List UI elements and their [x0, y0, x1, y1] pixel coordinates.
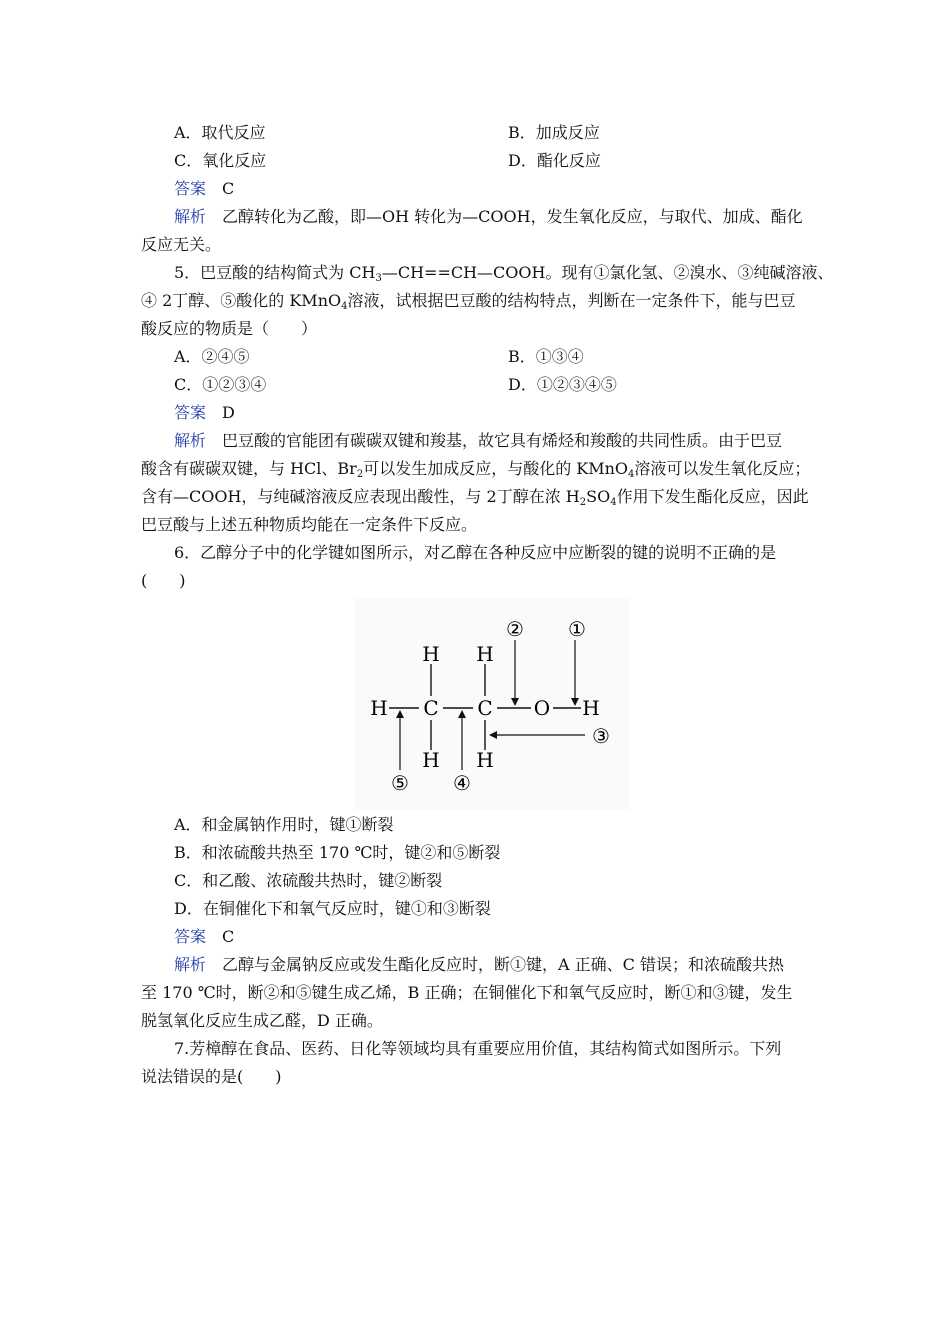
label-bond-4: ④	[453, 771, 471, 795]
subscript: 3	[375, 273, 382, 284]
atom-c1-h-top: H	[422, 642, 440, 666]
q6-option-d: D．在铜催化下和氧气反应时，键①和③断裂	[174, 899, 491, 918]
atom-h-hydroxyl: H	[582, 696, 600, 720]
q6-analysis-line-3: 脱氢氧化反应生成乙醛，D 正确。	[141, 1011, 383, 1030]
q6-option-b: B．和浓硫酸共热至 170 ℃时，键②和⑤断裂	[174, 843, 501, 862]
label-bond-3: ③	[592, 724, 610, 748]
subscript: 4	[341, 301, 348, 312]
answer-value: C	[222, 927, 235, 946]
analysis-text: SO	[586, 487, 611, 506]
q5-option-a: A．②④⑤	[174, 347, 250, 366]
subscript: 2	[579, 497, 587, 508]
ethanol-structure-svg	[355, 598, 629, 810]
q4-option-d: D．酯化反应	[508, 151, 601, 170]
analysis-text: 溶液可以发生氧化反应；	[634, 459, 811, 478]
q6-stem-line-2: ( )	[141, 571, 186, 590]
atom-c2-h-bottom: H	[476, 748, 494, 772]
label-bond-5: ⑤	[391, 771, 409, 795]
q6-analysis-line-1	[174, 955, 784, 975]
answer-value: D	[222, 403, 235, 422]
atom-c1: C	[423, 696, 439, 720]
q5-analysis-line-2	[141, 459, 810, 479]
analysis-label: 解析	[174, 207, 207, 226]
analysis-text: 可以发生加成反应，与酸化的 KMnO	[363, 459, 629, 478]
answer-label: 答案	[174, 403, 207, 422]
analysis-text: 乙醇与金属钠反应或发生酯化反应时，断①键，A 正确、C 错误；和浓硫酸共热	[222, 955, 784, 974]
atom-o: O	[533, 696, 551, 720]
q4-option-c: C．氧化反应	[174, 151, 267, 170]
atom-h-left: H	[370, 696, 388, 720]
q6-stem-line-1: 6．乙醇分子中的化学键如图所示，对乙醇在各种反应中应断裂的键的说明不正确的是	[174, 543, 777, 562]
analysis-text: 含有—COOH，与纯碱溶液反应表现出酸性，与 2丁醇在浓 H	[141, 487, 580, 506]
subscript: 2	[356, 469, 364, 480]
q5-stem-line-1	[174, 263, 833, 283]
q5-option-b: B．①③④	[508, 347, 584, 366]
subscript: 4	[628, 469, 635, 480]
q6-answer	[174, 927, 234, 947]
subscript: 4	[610, 497, 617, 508]
q6-option-c: C．和乙酸、浓硫酸共热时，键②断裂	[174, 871, 443, 890]
q5-analysis-line-3	[141, 487, 809, 507]
analysis-label: 解析	[174, 431, 207, 450]
analysis-label: 解析	[174, 955, 207, 974]
q6-option-a: A．和金属钠作用时，键①断裂	[174, 815, 394, 834]
analysis-text: 乙醇转化为乙酸，即—OH 转化为—COOH，发生氧化反应，与取代、加成、酯化	[222, 207, 803, 226]
q5-analysis-line-1	[174, 431, 782, 451]
atom-c1-h-bottom: H	[422, 748, 440, 772]
answer-label: 答案	[174, 927, 207, 946]
q7-stem-line-2: 说法错误的是( )	[141, 1067, 282, 1086]
q5-option-d: D．①②③④⑤	[508, 375, 617, 394]
atom-c2-h-top: H	[476, 642, 494, 666]
stem-text: 5．巴豆酸的结构简式为 CH	[174, 263, 376, 282]
q4-option-a: A．取代反应	[174, 123, 266, 142]
q7-stem-line-1: 7.芳樟醇在食品、医药、日化等领域均具有重要应用价值，其结构简式如图所示。下列	[174, 1039, 782, 1058]
q4-option-b: B．加成反应	[508, 123, 600, 142]
atom-c2: C	[477, 696, 493, 720]
q6-analysis-line-2: 至 170 ℃时，断②和⑤键生成乙烯，B 正确；在铜催化下和氧气反应时，断①和③键，发生	[141, 983, 793, 1002]
stem-text: ④ 2丁醇、⑤酸化的 KMnO	[141, 291, 342, 310]
q4-answer	[174, 179, 234, 199]
q5-answer	[174, 403, 235, 423]
q5-option-c: C．①②③④	[174, 375, 267, 394]
label-bond-1: ①	[568, 617, 586, 641]
label-bond-2: ②	[506, 617, 524, 641]
q5-stem-line-3: 酸反应的物质是（ ）	[141, 319, 318, 338]
stem-text: —CH==CH—COOH。现有①氯化氢、②溴水、③纯碱溶液、	[381, 263, 834, 282]
q4-analysis-line-1	[174, 207, 803, 227]
answer-label: 答案	[174, 179, 207, 198]
answer-value: C	[222, 179, 235, 198]
analysis-text: 酸含有碳碳双键，与 HCl、Br	[141, 459, 357, 478]
q5-stem-line-2	[141, 291, 796, 311]
q4-analysis-line-2: 反应无关。	[141, 235, 222, 254]
q5-analysis-line-4: 巴豆酸与上述五种物质均能在一定条件下反应。	[141, 515, 478, 534]
ethanol-bond-diagram	[355, 598, 629, 810]
stem-text: 溶液，试根据巴豆酸的结构特点，判断在一定条件下，能与巴豆	[347, 291, 796, 310]
analysis-text: 巴豆酸的官能团有碳碳双键和羧基，故它具有烯烃和羧酸的共同性质。由于巴豆	[222, 431, 783, 450]
analysis-text: 作用下发生酯化反应，因此	[616, 487, 809, 506]
